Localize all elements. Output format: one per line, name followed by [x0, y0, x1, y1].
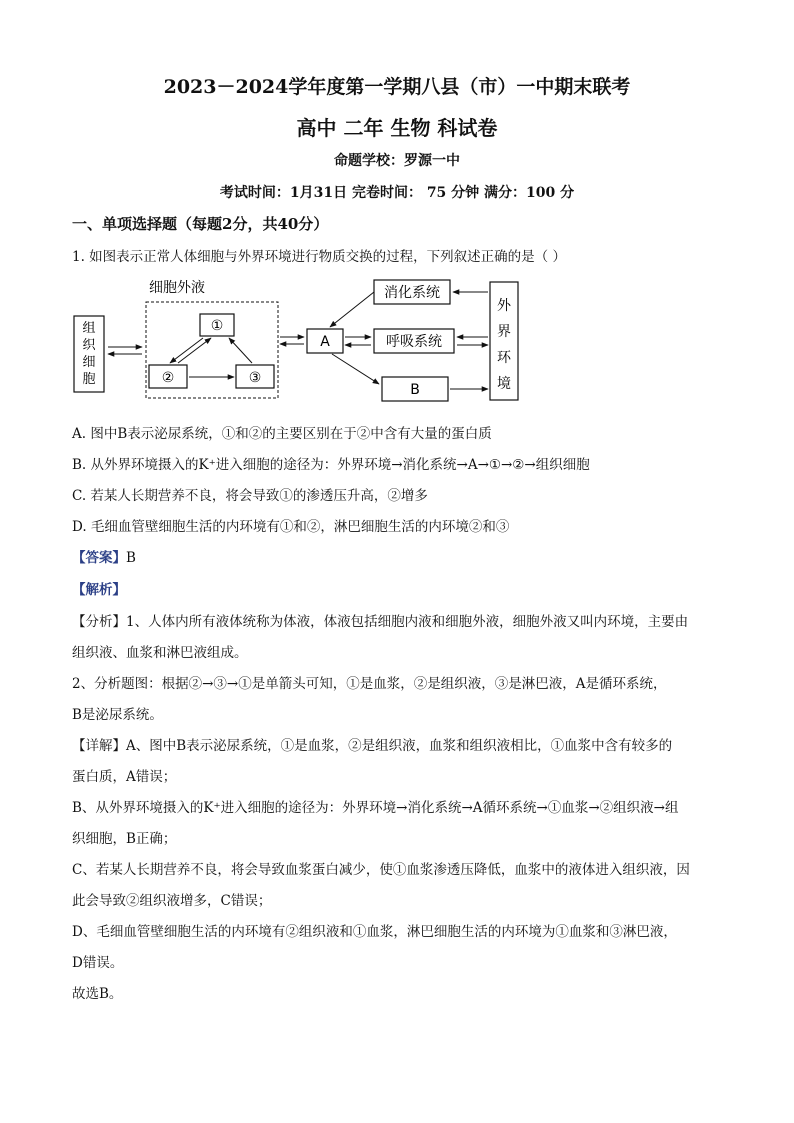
analysis-line: D、毛细血管壁细胞生活的内环境有②组织液和①血浆，淋巴细胞生活的内环境为①血浆和③淋巴液，	[72, 924, 677, 940]
exchange-diagram	[72, 272, 532, 407]
node-3-label: ③	[248, 370, 262, 386]
analysis-line: D错误。	[72, 955, 124, 971]
arrow-2-to-1	[178, 338, 211, 363]
analysis-line: 故选B。	[72, 986, 123, 1002]
analysis-line: C、若某人长期营养不良，将会导致血浆蛋白减少，使①血浆渗透压降低，血浆中的液体进入组织液，因	[72, 862, 690, 878]
extracellular-label: 细胞外液	[149, 280, 205, 296]
node-b-label: B	[410, 382, 420, 398]
arrow-a-to-b	[332, 354, 379, 384]
option-d: D. 毛细血管壁细胞生活的内环境有①和②，淋巴细胞生活的内环境②和③	[72, 519, 510, 535]
node-a-label: A	[320, 334, 330, 350]
analysis-line: 【分析】1、人体内所有液体统称为体液，体液包括细胞内液和细胞外液，细胞外液又叫内环境，主要由	[72, 614, 689, 630]
respiratory-label: 呼吸系统	[386, 334, 442, 350]
analysis-line: 2、分析题图：根据②→③→①是单箭头可知，①是血浆，②是组织液，③是淋巴液，A是循环系统，	[72, 676, 667, 692]
node-2-label: ②	[161, 370, 175, 386]
node-1-label: ①	[210, 318, 224, 334]
tissue-cell-char: 组	[82, 321, 96, 336]
analysis-line: 组织液、血浆和淋巴液组成。	[72, 645, 248, 661]
option-a: A. 图中B表示泌尿系统，①和②的主要区别在于②中含有大量的蛋白质	[72, 426, 492, 442]
exam-info: 考试时间：1月31日 完卷时间： 75 分钟 满分：100 分	[219, 185, 575, 201]
external-char: 环	[497, 350, 511, 366]
tissue-cell-char: 织	[82, 338, 96, 353]
exam-title: 2023－2024学年度第一学期八县（市）一中期末联考	[163, 76, 631, 98]
setter-school: 命题学校：罗源一中	[334, 153, 460, 169]
digestive-label: 消化系统	[384, 285, 440, 301]
tissue-cell-char: 细	[82, 355, 96, 370]
arrow-1-to-2	[170, 338, 203, 363]
question-stem: 1. 如图表示正常人体细胞与外界环境进行物质交换的过程，下列叙述正确的是（ ）	[72, 249, 566, 265]
exam-subtitle: 高中 二年 生物 科试卷	[296, 116, 498, 140]
analysis-line: B、从外界环境摄入的K⁺进入细胞的途径为：外界环境→消化系统→A循环系统→①血浆→②组织液→组	[72, 800, 679, 816]
option-c: C. 若某人长期营养不良，将会导致①的渗透压升高，②增多	[72, 488, 428, 504]
section-heading: 一、单项选择题（每题2分，共40分）	[72, 215, 329, 233]
analysis-line: 织细胞，B正确；	[72, 831, 177, 847]
answer-label: 【答案】	[72, 550, 126, 566]
analysis-line: B是泌尿系统。	[72, 707, 163, 723]
external-char: 界	[497, 324, 511, 340]
answer-value: B	[126, 550, 136, 566]
answer-line	[72, 546, 136, 566]
external-char: 外	[497, 298, 511, 314]
analysis-label: 【解析】	[72, 582, 126, 598]
arrow-3-to-1	[229, 338, 252, 363]
external-char: 境	[497, 376, 511, 392]
analysis-line: 【详解】A、图中B表示泌尿系统，①是血浆，②是组织液，血浆和组织液相比，①血浆中含有较多的	[72, 738, 673, 754]
option-b: B. 从外界环境摄入的K⁺进入细胞的途径为：外界环境→消化系统→A→①→②→组织细胞	[72, 457, 590, 473]
arrow-digestive-to-a	[330, 292, 374, 327]
analysis-line: 蛋白质，A错误；	[72, 769, 177, 785]
tissue-cell-char: 胞	[82, 372, 96, 387]
analysis-line: 此会导致②组织液增多，C错误；	[72, 893, 272, 909]
